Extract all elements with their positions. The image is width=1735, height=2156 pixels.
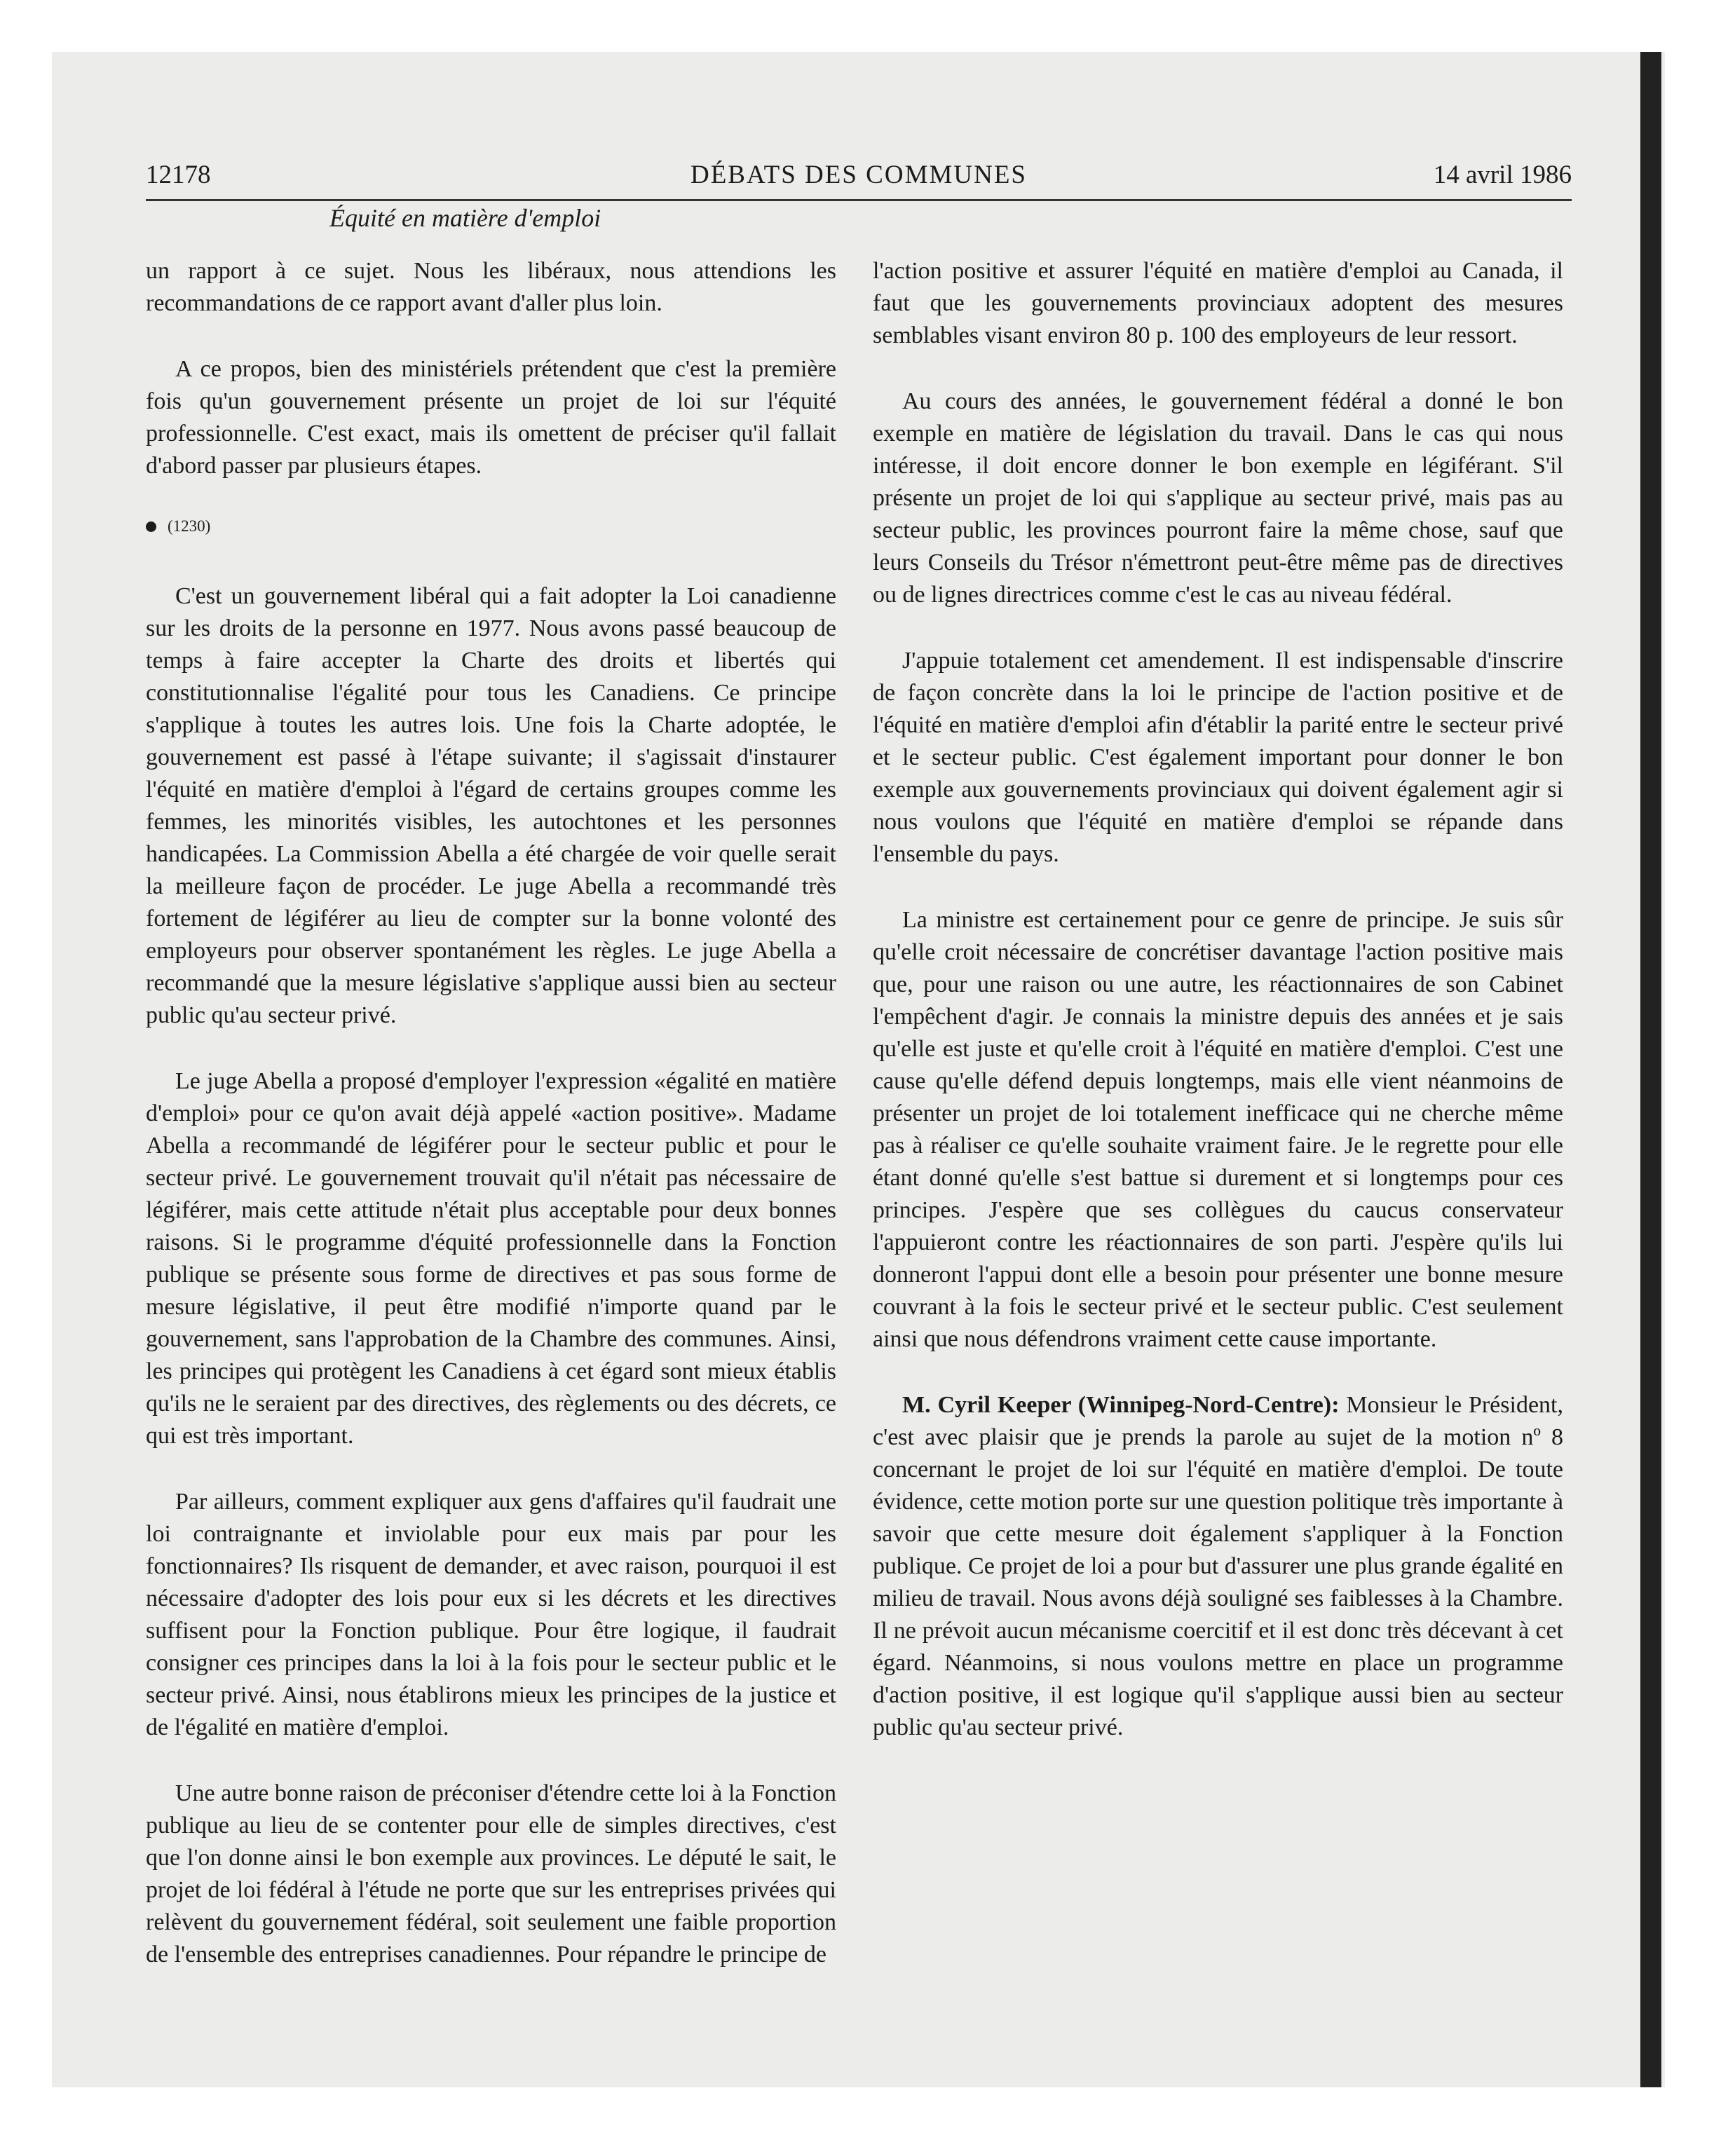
right-column [873,255,1563,1778]
speaker-name: M. Cyril Keeper (Winnipeg-Nord-Centre): [902,1392,1340,1418]
time-marker [146,516,836,537]
paragraph: l'action positive et assurer l'équité en matière d'emploi au Canada, il faut que les gouvernements provinciaux adoptent des mesures semblables visant environ 80 p. 100 des employeurs de leur ressort. [873,258,1563,348]
page-number: 12178 [146,161,211,189]
left-column [146,255,836,2005]
paragraph: A ce propos, bien des ministériels prétendent que c'est la première fois qu'un gouvernement présente un projet de loi sur l'équité professionnelle. C'est exact, mais ils omettent de préciser qu'il fallait d'abord passer par plusieurs étapes. [146,356,836,479]
paragraph: J'appuie totalement cet amendement. Il est indispensable d'inscrire de façon concrète dans la loi le principe de l'action positive et de l'équité en matière d'emploi afin d'établir la parité entre le secteur privé et le secteur public. C'est également important pour donner le bon exemple aux gouvernements provinciaux qui doivent également agir si nous voulons que l'équité en matière d'emploi se répande dans l'ensemble du pays. [873,648,1563,867]
paragraph: Par ailleurs, comment expliquer aux gens d'affaires qu'il faudrait une loi contraignante et inviolable pour eux mais par pour les fonctionnaires? Ils risquent de demander, et avec raison, pourquoi il est nécessaire d'adopter des lois pour eux si les décrets et les directives suffisent pour la Fonction publique. Pour être logique, il faudrait consigner ces principes dans la loi à la fois pour le secteur public et le secteur privé. Ainsi, nous établirons mieux les principes de la justice et de l'égalité en matière d'emploi. [146,1489,836,1740]
publication-title: DÉBATS DES COMMUNES [690,161,1027,189]
speech-text: Monsieur le Président, c'est avec plaisir que je prends la parole au sujet de la motion nº 8 concernant le projet de loi sur l'équité en matière d'emploi. De toute évidence, cette motion porte sur une question politique très importante à savoir que cette mesure doit également s'appliquer à la Fonction publique. Ce projet de loi a pour but d'assurer une plus grande égalité en milieu de travail. Nous avons déjà souligné ses faiblesses à la Chambre. Il ne prévoit aucun mécanisme coercitif et il est donc très décevant à cet égard. Néanmoins, si nous voulons mettre en place un programme d'action positive, il est logique qu'il s'applique aussi bien au secteur public qu'au secteur privé. [873,1392,1563,1740]
bullet-icon [146,521,156,532]
paragraph: C'est un gouvernement libéral qui a fait adopter la Loi canadienne sur les droits de la personne en 1977. Nous avons passé beaucoup de temps à faire accepter la Charte des droits et libertés qui constitutionnalise l'égalité pour tous les Canadiens. Ce principe s'applique à toutes les autres lois. Une fois la Charte adoptée, le gouvernement est passé à l'étape suivante; il s'agissait d'instaurer l'équité en matière d'emploi à l'égard de certains groupes comme les femmes, les minorités visibles, les autochtones et les personnes handicapées. La Commission Abella a été chargée de voir quelle serait la meilleure façon de procéder. Le juge Abella a recommandé très fortement de légiférer au lieu de compter sur la bonne volonté des employeurs pour observer spontanément les règles. Le juge Abella a recommandé que la mesure législative s'applique aussi bien au secteur public qu'au secteur privé. [146,583,836,1028]
paragraph: Une autre bonne raison de préconiser d'étendre cette loi à la Fonction publique au lieu de se contenter pour elle de simples directives, c'est que l'on donne ainsi le bon exemple aux provinces. Le député le sait, le projet de loi fédéral à l'étude ne porte que sur les entreprises privées qui relèvent du gouvernement fédéral, soit seulement une faible proportion de l'ensemble des entreprises canadiennes. Pour répandre le principe de [146,1780,836,1967]
paragraph: Le juge Abella a proposé d'employer l'expression «égalité en matière d'emploi» pour ce qu'on avait déjà appelé «action positive». Madame Abella a recommandé de légiférer pour le secteur public et pour le secteur privé. Le gouvernement trouvait qu'il n'était pas nécessaire de légiférer, mais cette attitude n'était plus acceptable pour deux bonnes raisons. Si le programme d'équité professionnelle dans la Fonction publique se présente sous forme de directives et pas sous forme de mesure législative, il peut être modifié n'importe quand par le gouvernement, sans l'approbation de la Chambre des communes. Ainsi, les principes qui protègent les Canadiens à cet égard sont mieux établis qu'ils ne le seraient par des directives, des règlements ou des décrets, ce qui est très important. [146,1068,836,1449]
scan-edge [1640,52,1661,2087]
subject-heading: Équité en matière d'emploi [329,204,601,232]
page-header [146,160,1572,201]
paragraph: La ministre est certainement pour ce genre de principe. Je suis sûr qu'elle croit nécessaire de concrétiser davantage l'action positive mais que, pour une raison ou une autre, les réactionnaires de son Cabinet l'empêchent d'agir. Je connais la ministre depuis des années et je sais qu'elle est juste et qu'elle croit à l'équité en matière d'emploi. C'est une cause qu'elle défend depuis longtemps, mais elle vient néanmoins de présenter un projet de loi totalement inefficace qui ne cherche même pas à réaliser ce qu'elle souhaite vraiment faire. Je le regrette pour elle étant donné qu'elle s'est battue si durement et si longtemps pour ces principes. J'espère que ses collègues du caucus conservateur l'appuieront contre les réactionnaires de son parti. J'espère qu'ils lui donneront l'appui dont elle a besoin pour présenter une bonne mesure couvrant à la fois le secteur privé et le secteur public. C'est seulement ainsi que nous défendrons vraiment cette cause importante. [873,907,1563,1352]
speech-paragraph [873,1389,1563,1744]
paragraph: Au cours des années, le gouvernement fédéral a donné le bon exemple en matière de législation du travail. Dans le cas qui nous intéresse, il doit encore donner le bon exemple en légiférant. S'il présente un projet de loi qui s'applique au secteur privé, mais pas au secteur public, les provinces pourront faire la même chose, sauf que leurs Conseils du Trésor n'émettront peut-être même pas de directives ou de lignes directrices comme c'est le cas au niveau fédéral. [873,388,1563,608]
paragraph: un rapport à ce sujet. Nous les libéraux, nous attendions les recommandations de ce rapport avant d'aller plus loin. [146,258,836,316]
page-date: 14 avril 1986 [1433,161,1572,189]
time-marker-label: (1230) [168,517,211,535]
